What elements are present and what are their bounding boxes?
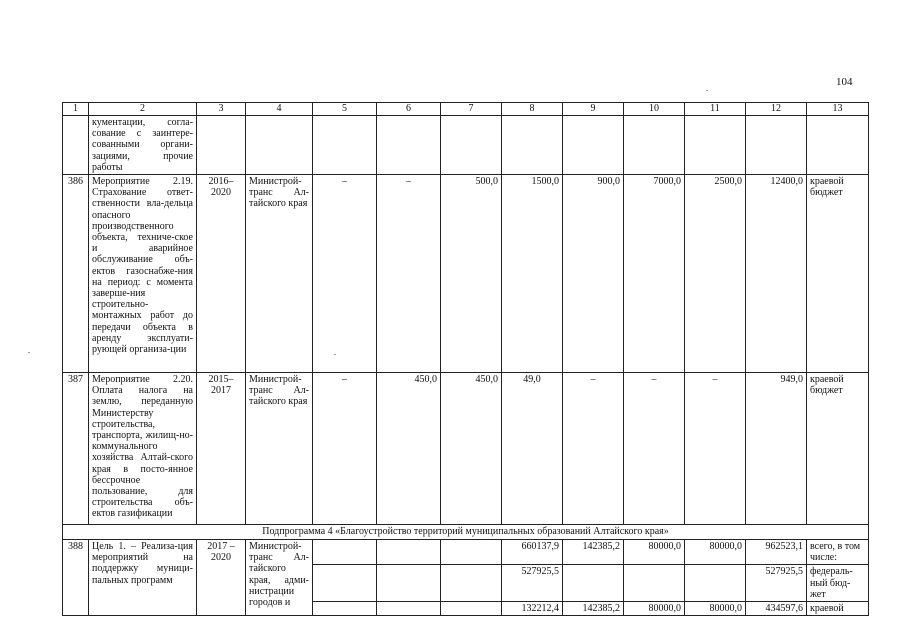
col-header: 11 [685,103,746,116]
cell: 80000,0 [685,602,746,616]
col-header: 5 [313,103,377,116]
cell [685,116,746,175]
col-header: 10 [624,103,685,116]
cell: 80000,0 [624,602,685,616]
cell: 450,0 [441,373,502,525]
executor: Министрой-транс Ал-тайского края [246,175,313,373]
cell: 2500,0 [685,175,746,373]
col-header: 1 [63,103,89,116]
subprogram-title: Подпрограмма 4 «Благоустройство территорий муниципальных образований Алтайского края» [63,525,869,540]
funding-source: краевой бюджет [807,175,869,373]
cell: – [313,373,377,525]
cell: 962523,1 [746,540,807,565]
cell [377,565,441,602]
period: 2015–2017 [197,373,246,525]
cell: 900,0 [563,175,624,373]
col-header: 7 [441,103,502,116]
executor: Министрой-транс Ал-тайского края, адми-нистрации городов и [246,540,313,616]
cell: 142385,2 [563,602,624,616]
col-header: 13 [807,103,869,116]
row-number [63,116,89,175]
funding-source: федераль-ный бюд-жет [807,565,869,602]
cell [313,602,377,616]
col-header: 4 [246,103,313,116]
cell [377,602,441,616]
funding-source: краевой [807,602,869,616]
col-header: 2 [89,103,197,116]
col-header: 6 [377,103,441,116]
measure-name: Мероприятие 2.19. Страхование ответ-ственности вла-дельца опасного производственного объекта, техниче-ское и аварийное обслуживание объ-ектов газоснабже-ния на период: с момента заверше-ния строительно-монтажных работ до передачи объекта в аренду эксплуати-рующей организа-ции [89,175,197,373]
cell [441,540,502,565]
cell: – [377,175,441,373]
cell [502,116,563,175]
cell [563,116,624,175]
page-number: 104 [836,76,853,88]
cell: 132212,4 [502,602,563,616]
cell: 12400,0 [746,175,807,373]
funding-source [807,116,869,175]
cell: 1500,0 [502,175,563,373]
subprogram-row [63,525,869,540]
cell: 7000,0 [624,175,685,373]
cell: 949,0 [746,373,807,525]
table-row [63,175,869,373]
cell [377,116,441,175]
budget-table [62,102,869,616]
period: 2017 – 2020 [197,540,246,616]
cell: 660137,9 [502,540,563,565]
period [197,116,246,175]
cell [313,565,377,602]
table-row [63,116,869,175]
cell [624,116,685,175]
cell: 49,0 [502,373,563,525]
row-number: 388 [63,540,89,616]
cell: 500,0 [441,175,502,373]
cell [685,565,746,602]
funding-source: краевой бюджет [807,373,869,525]
cell: 142385,2 [563,540,624,565]
table-row [63,373,869,525]
cell: – [313,175,377,373]
executor: Министрой-транс Ал-тайского края [246,373,313,525]
cell: – [563,373,624,525]
cell [563,565,624,602]
period: 2016–2020 [197,175,246,373]
cell [441,565,502,602]
header-row [63,103,869,116]
executor [246,116,313,175]
col-header: 12 [746,103,807,116]
cell [313,116,377,175]
cell [441,116,502,175]
cell: 80000,0 [685,540,746,565]
cell [624,565,685,602]
measure-name: Мероприятие 2.20. Оплата налога на землю, переданную Министерству строительства, транспорта, жилищ-но-коммунального хозяйства Алтай-ского края в посто-янное бессрочное пользование, для строительства объ-ектов газификации [89,373,197,525]
measure-name: кументации, согла-сование с заинтере-сованными органи-зациями, прочие работы [89,116,197,175]
col-header: 9 [563,103,624,116]
cell: 80000,0 [624,540,685,565]
row-number: 386 [63,175,89,373]
col-header: 8 [502,103,563,116]
cell: 527925,5 [502,565,563,602]
measure-name: Цель 1. – Реализа-ция мероприятий на поддержку муници-пальных программ [89,540,197,616]
cell [377,540,441,565]
cell: 434597,6 [746,602,807,616]
cell: 450,0 [377,373,441,525]
cell: – [624,373,685,525]
funding-source: всего, в том числе: [807,540,869,565]
cell [441,602,502,616]
table-row [63,540,869,565]
col-header: 3 [197,103,246,116]
cell [746,116,807,175]
row-number: 387 [63,373,89,525]
cell: – [685,373,746,525]
cell [313,540,377,565]
cell: 527925,5 [746,565,807,602]
